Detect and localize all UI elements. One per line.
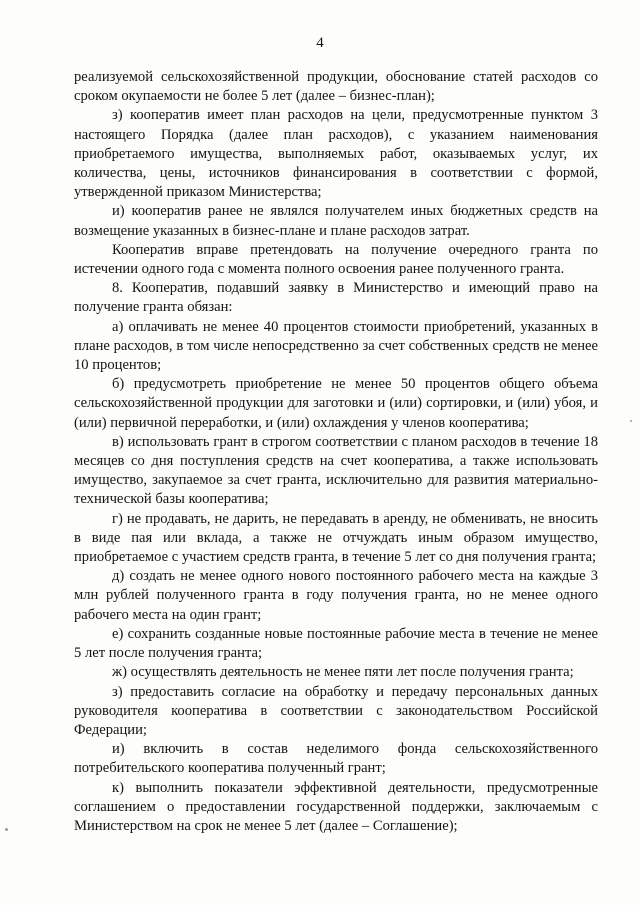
paragraph-section-8: 8. Кооператив, подавший заявку в Министерство и имеющий право на получение гранта обязан: (74, 280, 598, 316)
list-item-d: д) создать не менее одного нового постоянного рабочего места на каждые 3 млн рублей полученного гранта в году получения гранта, но не менее одного рабочего места на один грант; (74, 568, 598, 623)
list-item-z: з) предоставить согласие на обработку и передачу персональных данных руководителя кооператива в соответствии с законодательством Российской Федерации; (74, 683, 598, 738)
paragraph-intro-continuation: реализуемой сельскохозяйственной продукции, обоснование статей расходов со сроком окупаемости не более 5 лет (далее – бизнес-план); (74, 69, 598, 105)
list-item-v: в) использовать грант в строгом соответствии с планом расходов в течение 18 месяцев со дня поступления средств на счет кооператива, а также использовать имущество, закупаемое за счет гранта, исключительно для развития материально-технической базы кооператива; (74, 433, 598, 508)
list-item-g: г) не продавать, не дарить, не передавать в аренду, не обменивать, не вносить в виде пая или вклада, а также не отчуждать иным образом имущество, приобретаемое с участием средств гранта, в течение 5 лет со дня получения гранта; (74, 510, 598, 566)
document-body (74, 68, 598, 836)
page-number: 4 (316, 35, 324, 51)
paragraph-next-grant-eligibility: Кооператив вправе претендовать на получение очередного гранта по истечении одного года с момента полного освоения ранее полученного гранта. (74, 241, 598, 278)
scan-speck (630, 420, 632, 422)
list-item-k: к) выполнить показатели эффективной деятельности, предусмотренные соглашением о предоставлении государственной поддержки, заключаемым с Министерством на срок не менее 5 лет (далее – Соглашение); (74, 779, 598, 834)
list-item-i: и) включить в состав неделимого фонда сельскохозяйственного потребительского кооператива полученный грант; (74, 741, 598, 777)
scan-speck (5, 828, 8, 831)
list-item-a: а) оплачивать не менее 40 процентов стоимости приобретений, указанных в плане расходов, в том числе непосредственно за счет собственных средств не менее 10 процентов; (74, 318, 598, 374)
paragraph-item-z-expense-plan: з) кооператив имеет план расходов на цели, предусмотренные пунктом 3 настоящего Порядка (далее план расходов), с указанием наименования приобретаемого имущества, выполняемых работ, оказываемых услуг, их количества, цены, источников финансирования в соответствии с формой, утвержденной приказом Министерства; (74, 107, 598, 201)
list-item-e: е) сохранить созданные новые постоянные рабочие места в течение не менее 5 лет после получения гранта; (74, 625, 598, 662)
list-item-b: б) предусмотреть приобретение не менее 50 процентов общего объема сельскохозяйственной продукции для заготовки и (или) сортировки, и (или) убоя, и (или) первичной переработки, и (или) охлаждения у членов кооператива; (74, 376, 598, 431)
list-item-zh: ж) осуществлять деятельность не менее пяти лет после получения гранта; (112, 664, 574, 681)
paragraph-item-i-no-other-funds: и) кооператив ранее не являлся получателем иных бюджетных средств на возмещение указанных в бизнес-плане и плане расходов затрат. (74, 203, 598, 239)
